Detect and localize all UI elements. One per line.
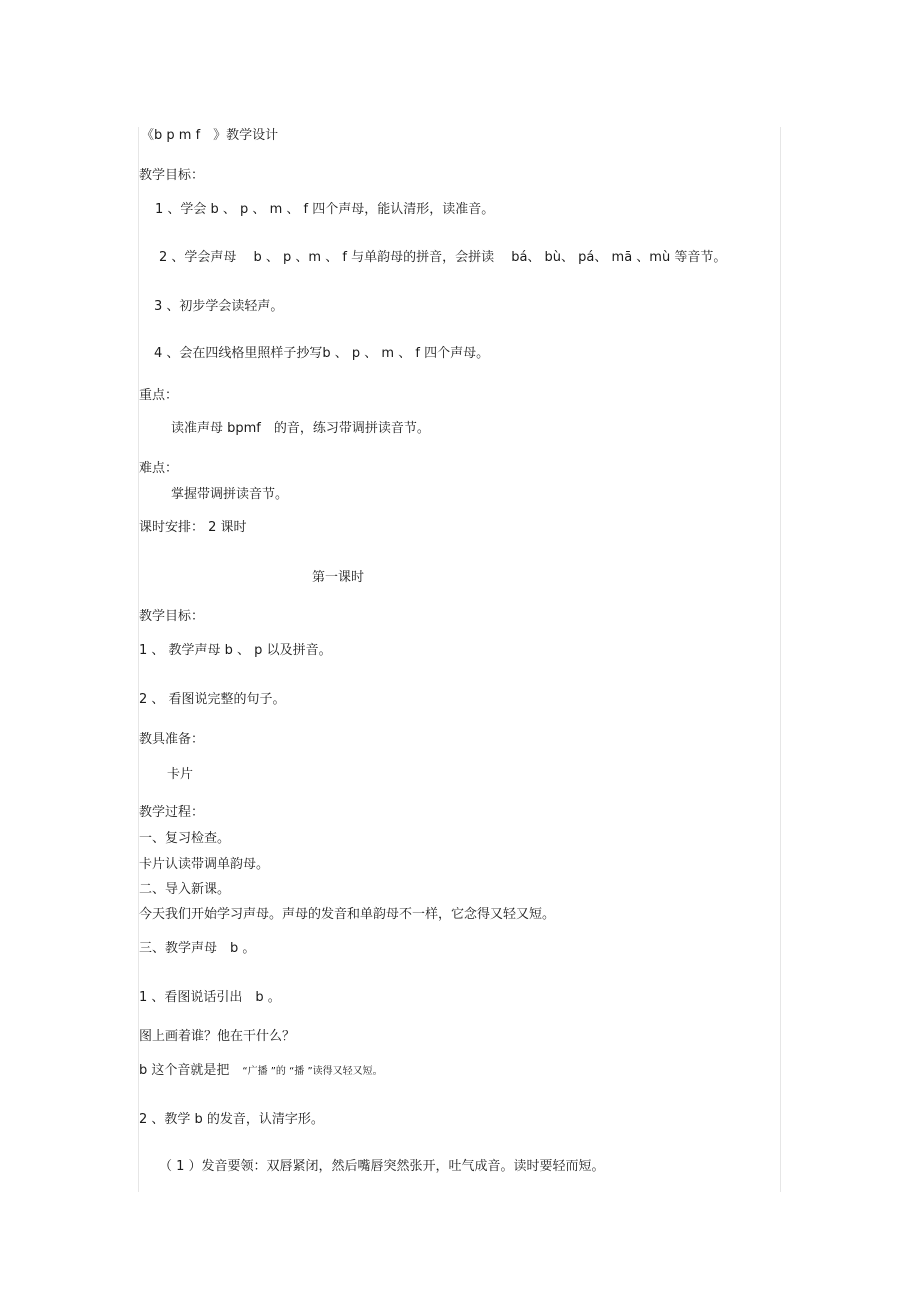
- key-points-label: 重点：: [139, 388, 179, 403]
- process-step: 2 、教学 b 的发音，认清字形。: [139, 1112, 324, 1127]
- b-sound-line: [139, 1062, 383, 1081]
- objective-item: 2 、学会声母 b 、 p 、m 、 f 与单韵母的拼音，会拼读 bá、 bù、 pá、 mā 、mù 等音节。: [159, 250, 727, 265]
- process-step: 一、复习检查。: [139, 831, 231, 846]
- process-step: 三、教学声母 b 。: [139, 941, 256, 956]
- difficulty-label: 难点：: [139, 461, 179, 476]
- materials-text: 卡片: [167, 767, 194, 782]
- objectives-label: 教学目标：: [139, 168, 205, 183]
- key-points-text: 读准声母 bpmf 的音，练习带调拼读音节。: [171, 421, 430, 436]
- objective-item: 3 、初步学会读轻声。: [154, 299, 284, 314]
- document-title: 《b p m f 》教学设计: [141, 128, 279, 143]
- process-substep: （ 1 ）发音要领：双唇紧闭，然后嘴唇突然张开，吐气成音。读时要轻而短。: [159, 1159, 605, 1174]
- lesson-objective-item: 2 、 看图说完整的句子。: [139, 692, 286, 707]
- materials-label: 教具准备：: [139, 732, 205, 747]
- right-margin-line: [780, 127, 781, 1192]
- lesson-objective-item: 1 、 教学声母 b 、 p 以及拼音。: [139, 643, 332, 658]
- process-step: 图上画着谁？他在干什么？: [139, 1029, 296, 1044]
- objective-item: 1 、学会 b 、 p 、 m 、 f 四个声母，能认清形，读准音。: [155, 202, 495, 217]
- lesson-objectives-label: 教学目标：: [139, 609, 205, 624]
- process-step: 1 、看图说话引出 b 。: [139, 990, 281, 1005]
- lesson-heading: 第一课时: [312, 570, 365, 585]
- process-step: 二、导入新课。: [139, 882, 231, 897]
- process-label: 教学过程：: [139, 805, 205, 820]
- difficulty-text: 掌握带调拼读音节。: [171, 487, 289, 502]
- process-step: 今天我们开始学习声母。声母的发音和单韵母不一样，它念得又轻又短。: [139, 907, 556, 922]
- objective-item: 4 、会在四线格里照样子抄写b 、 p 、 m 、 f 四个声母。: [154, 346, 490, 361]
- b-sound-note: “广播 ”的 “播 ”读得又轻又短。: [242, 1066, 383, 1077]
- process-step: 卡片认读带调单韵母。: [139, 857, 270, 872]
- b-sound-prefix: b 这个音就是把: [139, 1063, 243, 1078]
- schedule-text: 课时安排： 2 课时: [139, 520, 247, 535]
